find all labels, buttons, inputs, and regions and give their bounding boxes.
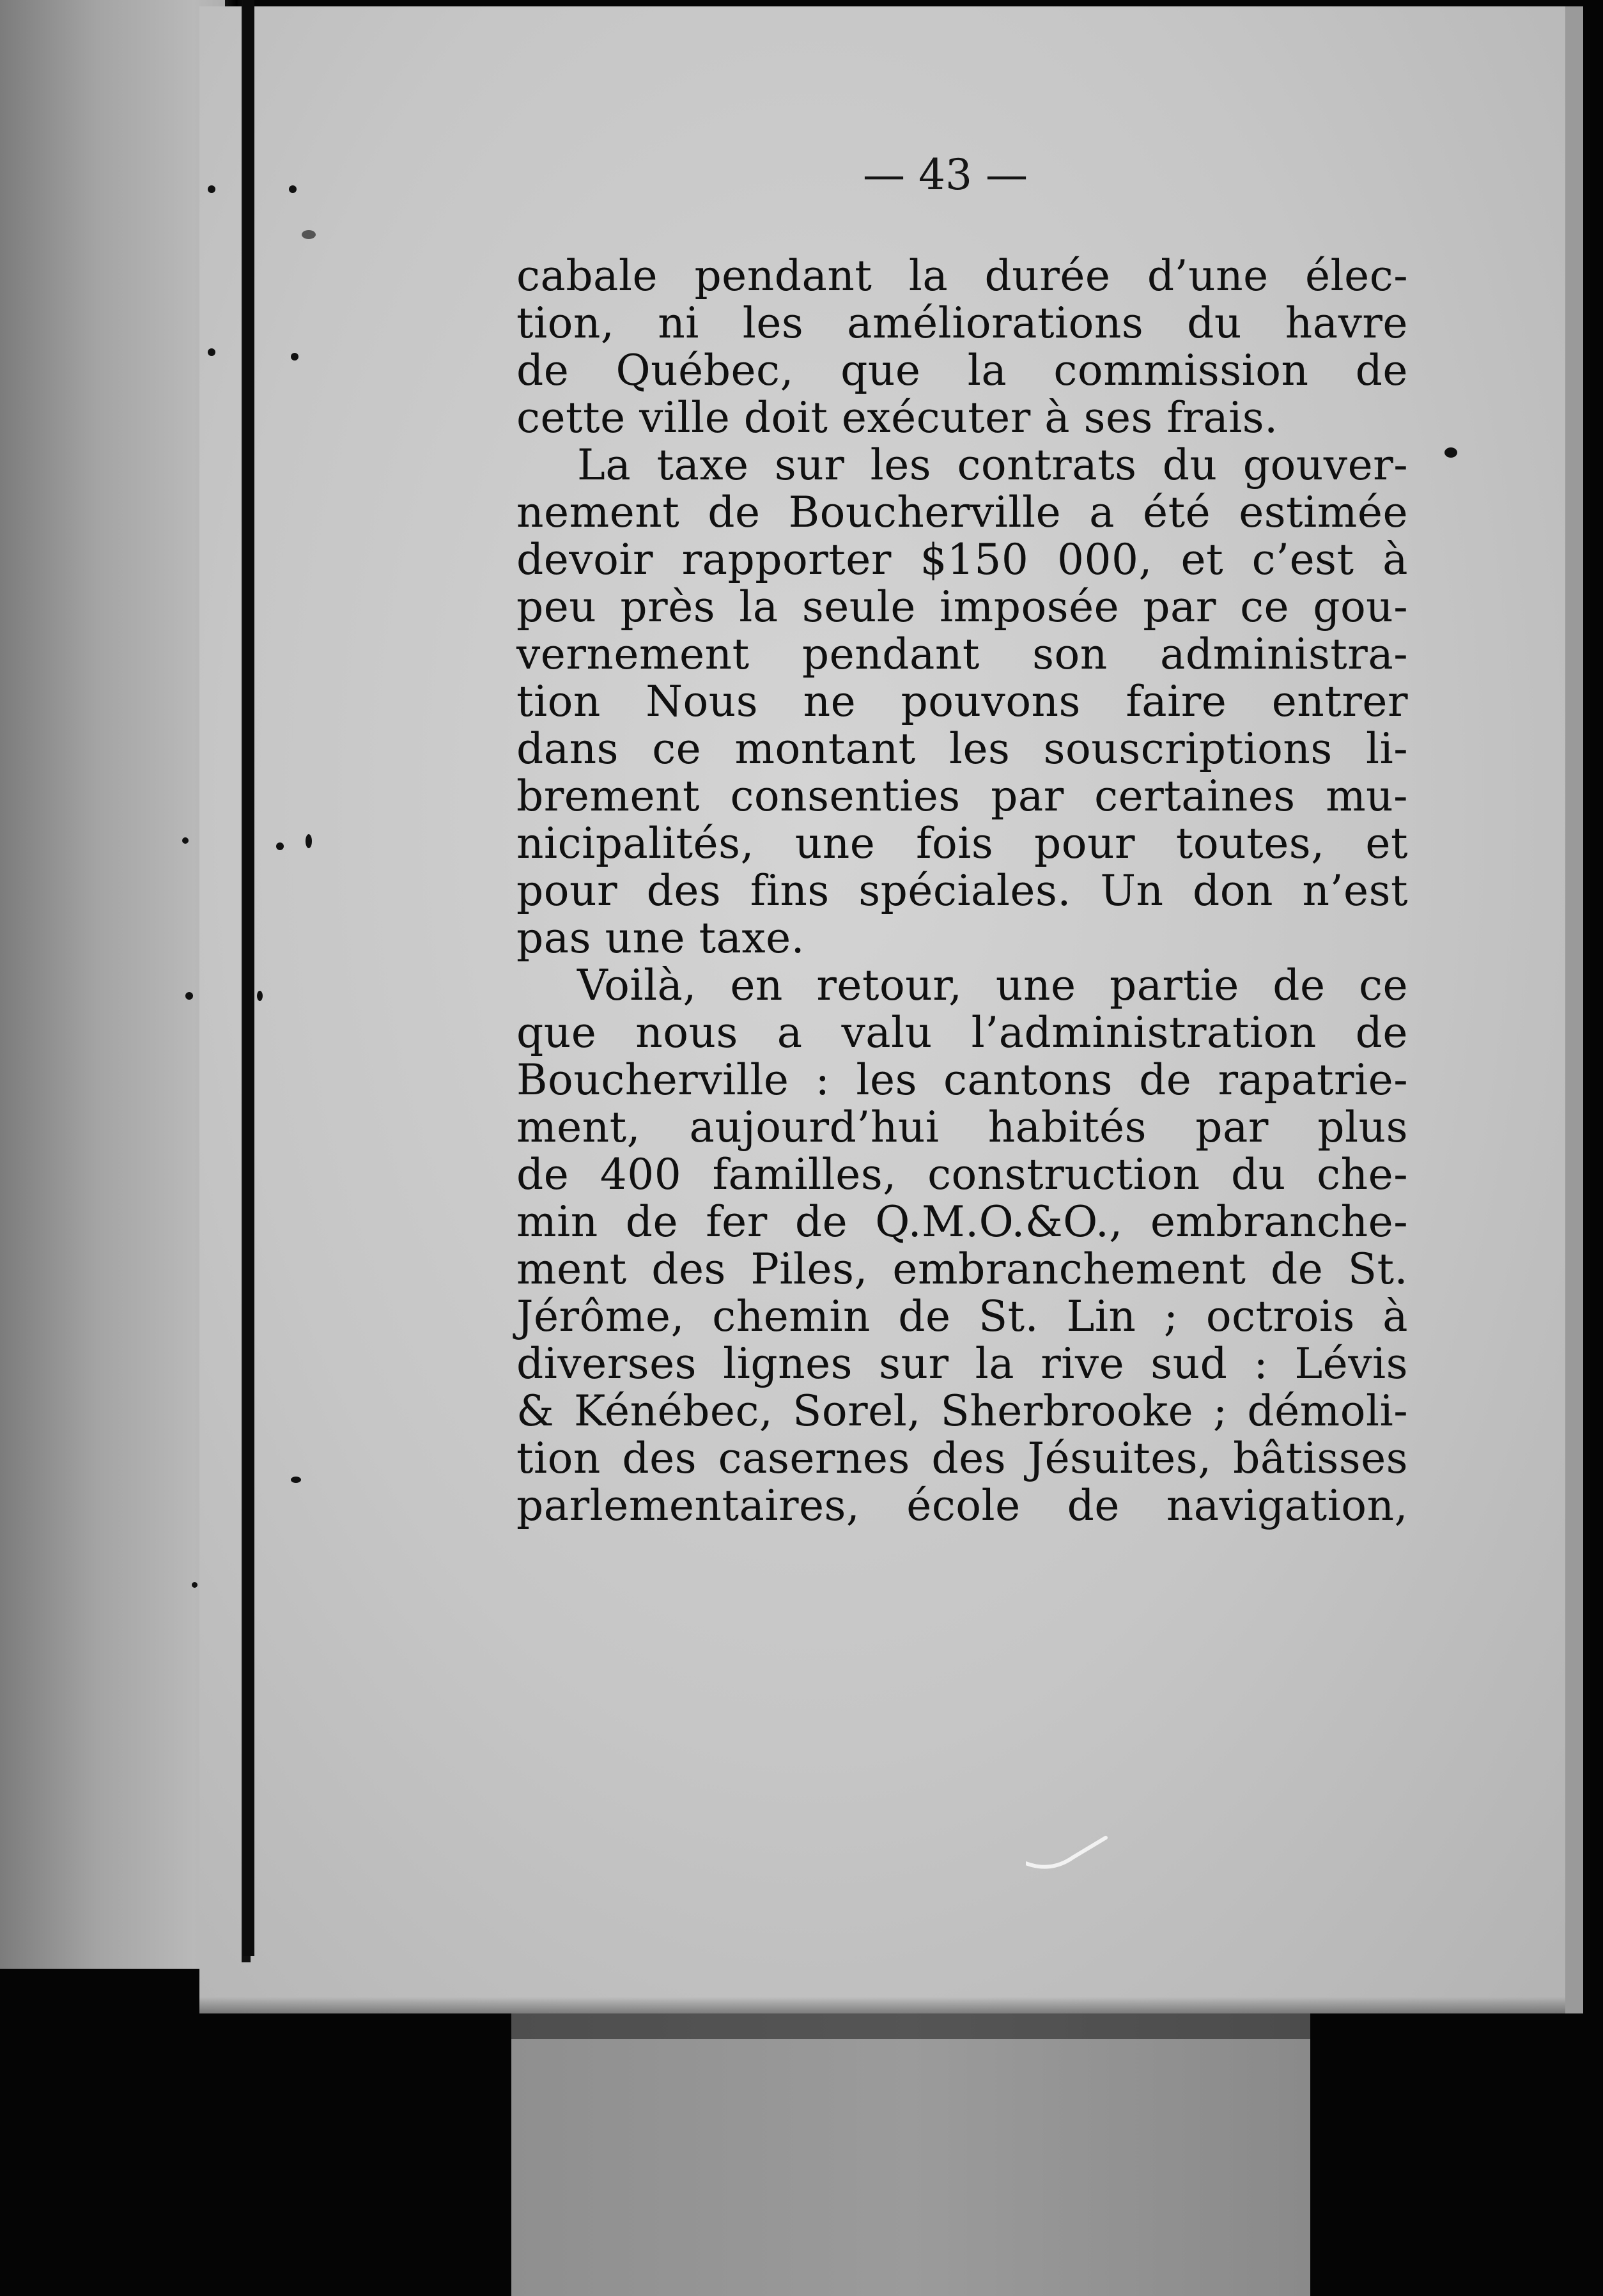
text-line: devoir rapporter $150 000, et c’est à xyxy=(516,535,1408,584)
text-line: peu près la seule imposée par ce gou- xyxy=(516,582,1408,632)
text-line: La taxe sur les contrats du gouver- xyxy=(577,440,1408,490)
text-line: Jérôme, chemin de St. Lin ; octrois à xyxy=(516,1292,1408,1341)
ink-speck xyxy=(302,230,316,239)
text-line: tion des casernes des Jésuites, bâtisses xyxy=(516,1434,1408,1483)
text-line: dans ce montant les souscriptions li- xyxy=(516,724,1408,773)
ink-speck xyxy=(182,837,189,844)
text-line: nement de Boucherville a été estimée xyxy=(516,488,1408,537)
pen-stroke-mark xyxy=(1026,1834,1109,1873)
text-line: que nous a valu l’administration de xyxy=(516,1008,1408,1057)
page-number: — 43 — xyxy=(863,150,1028,199)
text-line: tion Nous ne pouvons faire entrer xyxy=(516,677,1408,726)
gutter-rule xyxy=(243,0,254,1956)
text-line: cabale pendant la durée d’une élec- xyxy=(516,251,1408,300)
ink-speck xyxy=(291,353,298,361)
ink-speck xyxy=(289,185,297,193)
text-line: cette ville doit exécuter à ses frais. xyxy=(516,393,1278,442)
text-line: tion, ni les améliorations du havre xyxy=(516,299,1408,348)
text-line: nicipalités, une fois pour toutes, et xyxy=(516,819,1408,868)
ink-speck xyxy=(1444,447,1457,458)
ink-speck xyxy=(208,185,215,193)
page-bottom-shadow xyxy=(199,1997,1565,2013)
ink-speck xyxy=(291,1477,301,1483)
text-line: ment, aujourd’hui habités par plus xyxy=(516,1103,1408,1152)
text-line: Boucherville : les cantons de rapatrie- xyxy=(516,1055,1408,1105)
text-line: vernement pendant son administra- xyxy=(516,630,1408,679)
text-line: pour des fins spéciales. Un don n’est xyxy=(516,866,1408,915)
text-line: parlementaires, école de navigation, xyxy=(516,1481,1408,1530)
text-line: min de fer de Q.M.O.&O., embranche- xyxy=(516,1197,1408,1246)
ink-speck xyxy=(276,842,284,850)
text-line: de Québec, que la commission de xyxy=(516,346,1408,395)
ink-speck xyxy=(208,348,215,356)
text-line: ment des Piles, embranchement de St. xyxy=(516,1245,1408,1294)
ink-speck xyxy=(257,991,263,1001)
text-line: diverses lignes sur la rive sud : Lévis xyxy=(516,1339,1408,1388)
text-line: pas une taxe. xyxy=(516,913,805,963)
text-line: & Kénébec, Sorel, Sherbrooke ; démoli- xyxy=(516,1386,1408,1436)
body-text xyxy=(516,252,1408,1530)
ink-speck xyxy=(185,992,193,1000)
text-line: brement consenties par certaines mu- xyxy=(516,772,1408,821)
text-line: Voilà, en retour, une partie de ce xyxy=(577,961,1408,1010)
ink-speck xyxy=(306,834,312,848)
ink-speck xyxy=(192,1582,197,1588)
page-tab xyxy=(511,1994,1310,2296)
text-line: de 400 familles, construction du che- xyxy=(516,1150,1408,1199)
